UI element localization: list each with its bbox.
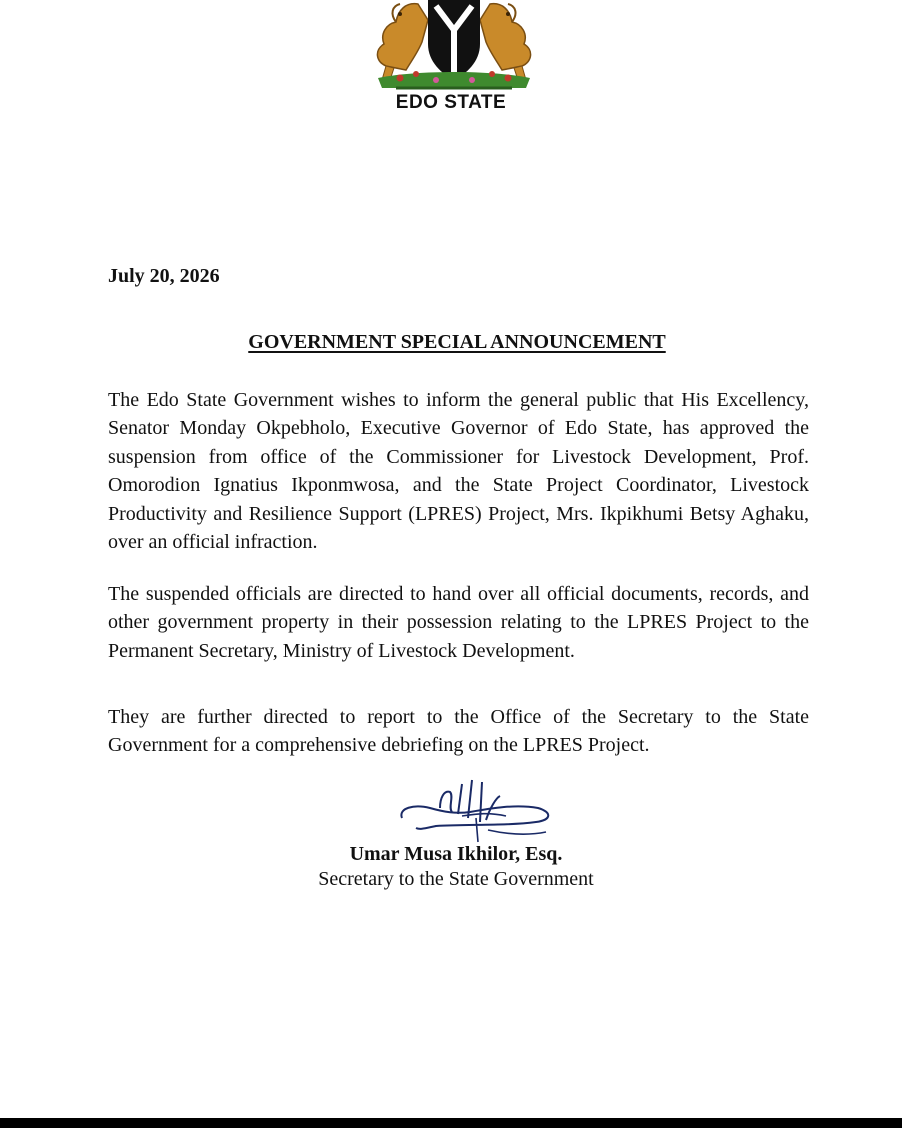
shield-icon (428, 0, 480, 80)
signer-name: Umar Musa Ikhilor, Esq. (349, 843, 563, 865)
handwritten-signature-icon (396, 778, 556, 844)
paragraph-handover: The suspended officials are directed to hand over all official documents, records, and other government property in their possession relating to the LPRES Project to the Permanent Secretary, Ministry of Livestock Development. (108, 583, 809, 662)
state-name: EDO STATE (395, 92, 507, 113)
left-horse-icon (377, 4, 428, 80)
signer-title: Secretary to the State Government (318, 868, 594, 890)
letter-date: July 20, 2026 (108, 265, 220, 287)
ground-flowers-icon (378, 71, 530, 88)
announcement-title: GOVERNMENT SPECIAL ANNOUNCEMENT (248, 331, 666, 353)
coat-of-arms-icon (356, 0, 552, 92)
footer-bar (0, 1118, 902, 1128)
paragraph-debriefing: They are further directed to report to the Office of the Secretary to the State Government for a comprehensive debriefing on the LPRES Project. (108, 706, 809, 757)
paragraph-suspension: The Edo State Government wishes to inform the general public that His Excellency, Senator Monday Okpebholo, Executive Governor of Edo State, has approved the suspension from office of the Commissioner for Livestock Development, Prof. Omorodion Ignatius Ikponmwosa, and the State Project Coordinator, Livestock Productivity and Resilience Support (LPRES) Project, Mrs. Ikpikhumi Betsy Aghaku, over an official infraction. (108, 389, 809, 554)
right-horse-icon (480, 4, 531, 80)
